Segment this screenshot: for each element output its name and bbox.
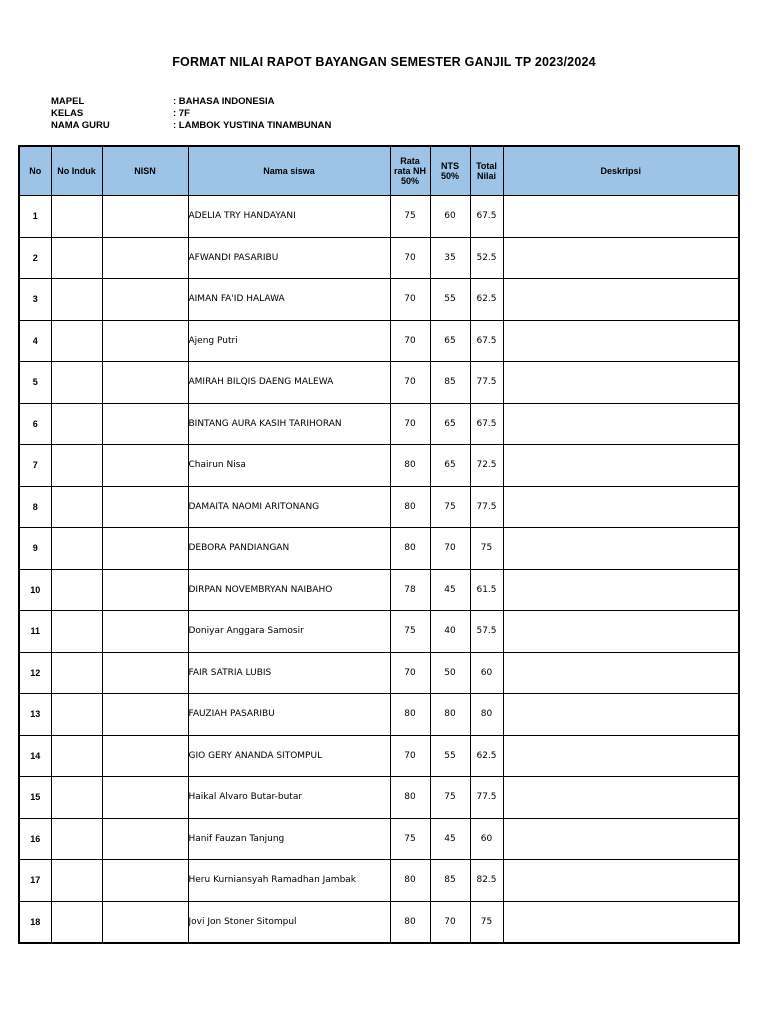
cell-nama-siswa: Jovi Jon Stoner Sitompul [188, 901, 390, 943]
cell-no-induk [51, 777, 102, 819]
cell-nts: 60 [430, 196, 470, 238]
header-nts [430, 146, 470, 196]
cell-rata-nh: 70 [390, 403, 430, 445]
table-row [19, 818, 739, 860]
cell-deskripsi [503, 735, 739, 777]
cell-nts: 70 [430, 528, 470, 570]
cell-nama-siswa: Haikal Alvaro Butar-butar [188, 777, 390, 819]
cell-rata-nh: 70 [390, 237, 430, 279]
cell-total-nilai: 80 [470, 694, 503, 736]
cell-total-nilai: 67.5 [470, 403, 503, 445]
table-row [19, 777, 739, 819]
header-rata-line2: rata NH [393, 166, 426, 176]
cell-total-nilai: 77.5 [470, 362, 503, 404]
cell-total-nilai: 82.5 [470, 860, 503, 902]
cell-rata-nh: 75 [390, 611, 430, 653]
cell-deskripsi [503, 860, 739, 902]
cell-no-induk [51, 818, 102, 860]
cell-deskripsi [503, 196, 739, 238]
cell-no: 8 [19, 486, 51, 528]
cell-rata-nh: 80 [390, 694, 430, 736]
cell-nts: 85 [430, 860, 470, 902]
header-nama-siswa: Nama siswa [188, 146, 390, 196]
table-body [19, 196, 739, 944]
cell-no: 4 [19, 320, 51, 362]
cell-nisn [102, 652, 188, 694]
cell-nts: 65 [430, 403, 470, 445]
cell-nisn [102, 486, 188, 528]
table-row [19, 569, 739, 611]
cell-no: 18 [19, 901, 51, 943]
header-total-line1: Total [476, 161, 497, 171]
table-row [19, 735, 739, 777]
table-row [19, 196, 739, 238]
cell-deskripsi [503, 445, 739, 487]
cell-total-nilai: 77.5 [470, 777, 503, 819]
meta-guru [51, 120, 331, 132]
cell-no-induk [51, 860, 102, 902]
header-no-induk: No Induk [51, 146, 102, 196]
header-rata-line1: Rata [400, 156, 420, 166]
cell-no-induk [51, 528, 102, 570]
cell-no: 6 [19, 403, 51, 445]
cell-no: 13 [19, 694, 51, 736]
cell-no: 9 [19, 528, 51, 570]
cell-nama-siswa: Ajeng Putri [188, 320, 390, 362]
table-row [19, 901, 739, 943]
table-row [19, 320, 739, 362]
table-row [19, 362, 739, 404]
cell-deskripsi [503, 528, 739, 570]
cell-deskripsi [503, 901, 739, 943]
cell-nts: 55 [430, 735, 470, 777]
cell-nama-siswa: FAIR SATRIA LUBIS [188, 652, 390, 694]
cell-no: 14 [19, 735, 51, 777]
cell-no: 3 [19, 279, 51, 321]
cell-rata-nh: 70 [390, 735, 430, 777]
meta-mapel-value: : BAHASA INDONESIA [173, 96, 275, 107]
cell-nisn [102, 777, 188, 819]
cell-nts: 75 [430, 777, 470, 819]
cell-no: 15 [19, 777, 51, 819]
cell-rata-nh: 78 [390, 569, 430, 611]
meta-kelas-value: : 7F [173, 108, 190, 119]
cell-rata-nh: 80 [390, 445, 430, 487]
cell-nisn [102, 818, 188, 860]
cell-nama-siswa: AIMAN FA'ID HALAWA [188, 279, 390, 321]
document-meta [51, 96, 331, 132]
header-nisn: NISN [102, 146, 188, 196]
cell-rata-nh: 80 [390, 486, 430, 528]
table-row [19, 279, 739, 321]
cell-nama-siswa: GIO GERY ANANDA SITOMPUL [188, 735, 390, 777]
cell-total-nilai: 52.5 [470, 237, 503, 279]
meta-kelas [51, 108, 331, 120]
cell-nisn [102, 403, 188, 445]
cell-nama-siswa: BINTANG AURA KASIH TARIHORAN [188, 403, 390, 445]
cell-nisn [102, 569, 188, 611]
cell-rata-nh: 80 [390, 860, 430, 902]
cell-total-nilai: 75 [470, 901, 503, 943]
cell-no: 7 [19, 445, 51, 487]
cell-nts: 65 [430, 320, 470, 362]
table-row [19, 445, 739, 487]
cell-nama-siswa: ADELIA TRY HANDAYANI [188, 196, 390, 238]
cell-total-nilai: 62.5 [470, 279, 503, 321]
cell-no-induk [51, 694, 102, 736]
table-row [19, 528, 739, 570]
cell-total-nilai: 77.5 [470, 486, 503, 528]
cell-nama-siswa: DIRPAN NOVEMBRYAN NAIBAHO [188, 569, 390, 611]
cell-total-nilai: 67.5 [470, 320, 503, 362]
header-rata-nh [390, 146, 430, 196]
cell-nama-siswa: FAUZIAH PASARIBU [188, 694, 390, 736]
cell-nisn [102, 528, 188, 570]
cell-nisn [102, 860, 188, 902]
table-row [19, 611, 739, 653]
meta-kelas-label: KELAS [51, 108, 84, 119]
cell-no: 17 [19, 860, 51, 902]
cell-no-induk [51, 445, 102, 487]
cell-no-induk [51, 237, 102, 279]
cell-nts: 55 [430, 279, 470, 321]
header-total-line2: Nilai [476, 171, 496, 181]
cell-nts: 40 [430, 611, 470, 653]
cell-nisn [102, 320, 188, 362]
table-row [19, 486, 739, 528]
cell-deskripsi [503, 403, 739, 445]
cell-rata-nh: 75 [390, 196, 430, 238]
meta-guru-value: : LAMBOK YUSTINA TINAMBUNAN [173, 120, 332, 131]
cell-no-induk [51, 569, 102, 611]
cell-nisn [102, 237, 188, 279]
cell-nts: 70 [430, 901, 470, 943]
cell-deskripsi [503, 611, 739, 653]
table-row [19, 694, 739, 736]
cell-nama-siswa: DAMAITA NAOMI ARITONANG [188, 486, 390, 528]
cell-deskripsi [503, 279, 739, 321]
cell-nama-siswa: DEBORA PANDIANGAN [188, 528, 390, 570]
cell-nts: 50 [430, 652, 470, 694]
cell-no-induk [51, 735, 102, 777]
table-row [19, 860, 739, 902]
cell-rata-nh: 70 [390, 320, 430, 362]
header-total-nilai [470, 146, 503, 196]
cell-total-nilai: 67.5 [470, 196, 503, 238]
cell-nama-siswa: Chairun Nisa [188, 445, 390, 487]
page-title: FORMAT NILAI RAPOT BAYANGAN SEMESTER GANJIL TP 2023/2024 [172, 55, 596, 69]
cell-rata-nh: 70 [390, 652, 430, 694]
cell-no: 10 [19, 569, 51, 611]
cell-rata-nh: 70 [390, 362, 430, 404]
cell-total-nilai: 61.5 [470, 569, 503, 611]
table-row [19, 403, 739, 445]
cell-total-nilai: 60 [470, 652, 503, 694]
cell-nts: 85 [430, 362, 470, 404]
cell-total-nilai: 62.5 [470, 735, 503, 777]
cell-nama-siswa: Heru Kurniansyah Ramadhan Jambak [188, 860, 390, 902]
cell-nisn [102, 694, 188, 736]
cell-nts: 45 [430, 569, 470, 611]
cell-no-induk [51, 196, 102, 238]
cell-deskripsi [503, 777, 739, 819]
meta-mapel-label: MAPEL [51, 96, 85, 107]
cell-rata-nh: 80 [390, 528, 430, 570]
cell-nama-siswa: Hanif Fauzan Tanjung [188, 818, 390, 860]
cell-deskripsi [503, 652, 739, 694]
cell-nama-siswa: AFWANDI PASARIBU [188, 237, 390, 279]
header-deskripsi: Deskripsi [503, 146, 739, 196]
cell-no-induk [51, 486, 102, 528]
cell-no: 2 [19, 237, 51, 279]
cell-nama-siswa: AMIRAH BILQIS DAENG MALEWA [188, 362, 390, 404]
cell-no-induk [51, 279, 102, 321]
cell-nisn [102, 611, 188, 653]
cell-nisn [102, 901, 188, 943]
cell-rata-nh: 75 [390, 818, 430, 860]
cell-no: 11 [19, 611, 51, 653]
cell-no-induk [51, 901, 102, 943]
cell-nisn [102, 196, 188, 238]
cell-no-induk [51, 320, 102, 362]
cell-total-nilai: 72.5 [470, 445, 503, 487]
cell-no-induk [51, 362, 102, 404]
cell-deskripsi [503, 694, 739, 736]
cell-deskripsi [503, 569, 739, 611]
cell-total-nilai: 75 [470, 528, 503, 570]
cell-no: 1 [19, 196, 51, 238]
cell-no: 16 [19, 818, 51, 860]
cell-total-nilai: 60 [470, 818, 503, 860]
header-nts-line1: NTS [441, 161, 459, 171]
cell-nama-siswa: Doniyar Anggara Samosir [188, 611, 390, 653]
cell-nts: 45 [430, 818, 470, 860]
header-no: No [19, 146, 51, 196]
cell-total-nilai: 57.5 [470, 611, 503, 653]
cell-nisn [102, 445, 188, 487]
meta-guru-label: NAMA GURU [51, 120, 110, 131]
cell-deskripsi [503, 486, 739, 528]
cell-rata-nh: 80 [390, 777, 430, 819]
cell-nts: 75 [430, 486, 470, 528]
cell-nts: 65 [430, 445, 470, 487]
table-header-row [19, 146, 739, 196]
cell-nts: 35 [430, 237, 470, 279]
header-rata-line3: 50% [400, 176, 419, 186]
cell-deskripsi [503, 237, 739, 279]
header-nts-line2: 50% [440, 171, 459, 181]
cell-no-induk [51, 403, 102, 445]
cell-nisn [102, 735, 188, 777]
cell-no-induk [51, 652, 102, 694]
cell-deskripsi [503, 320, 739, 362]
cell-nts: 80 [430, 694, 470, 736]
cell-no: 12 [19, 652, 51, 694]
cell-nisn [102, 362, 188, 404]
meta-mapel [51, 96, 331, 108]
cell-deskripsi [503, 818, 739, 860]
cell-rata-nh: 80 [390, 901, 430, 943]
cell-deskripsi [503, 362, 739, 404]
grades-table [18, 145, 740, 944]
cell-rata-nh: 70 [390, 279, 430, 321]
table-row [19, 237, 739, 279]
table-row [19, 652, 739, 694]
cell-no: 5 [19, 362, 51, 404]
cell-no-induk [51, 611, 102, 653]
cell-nisn [102, 279, 188, 321]
